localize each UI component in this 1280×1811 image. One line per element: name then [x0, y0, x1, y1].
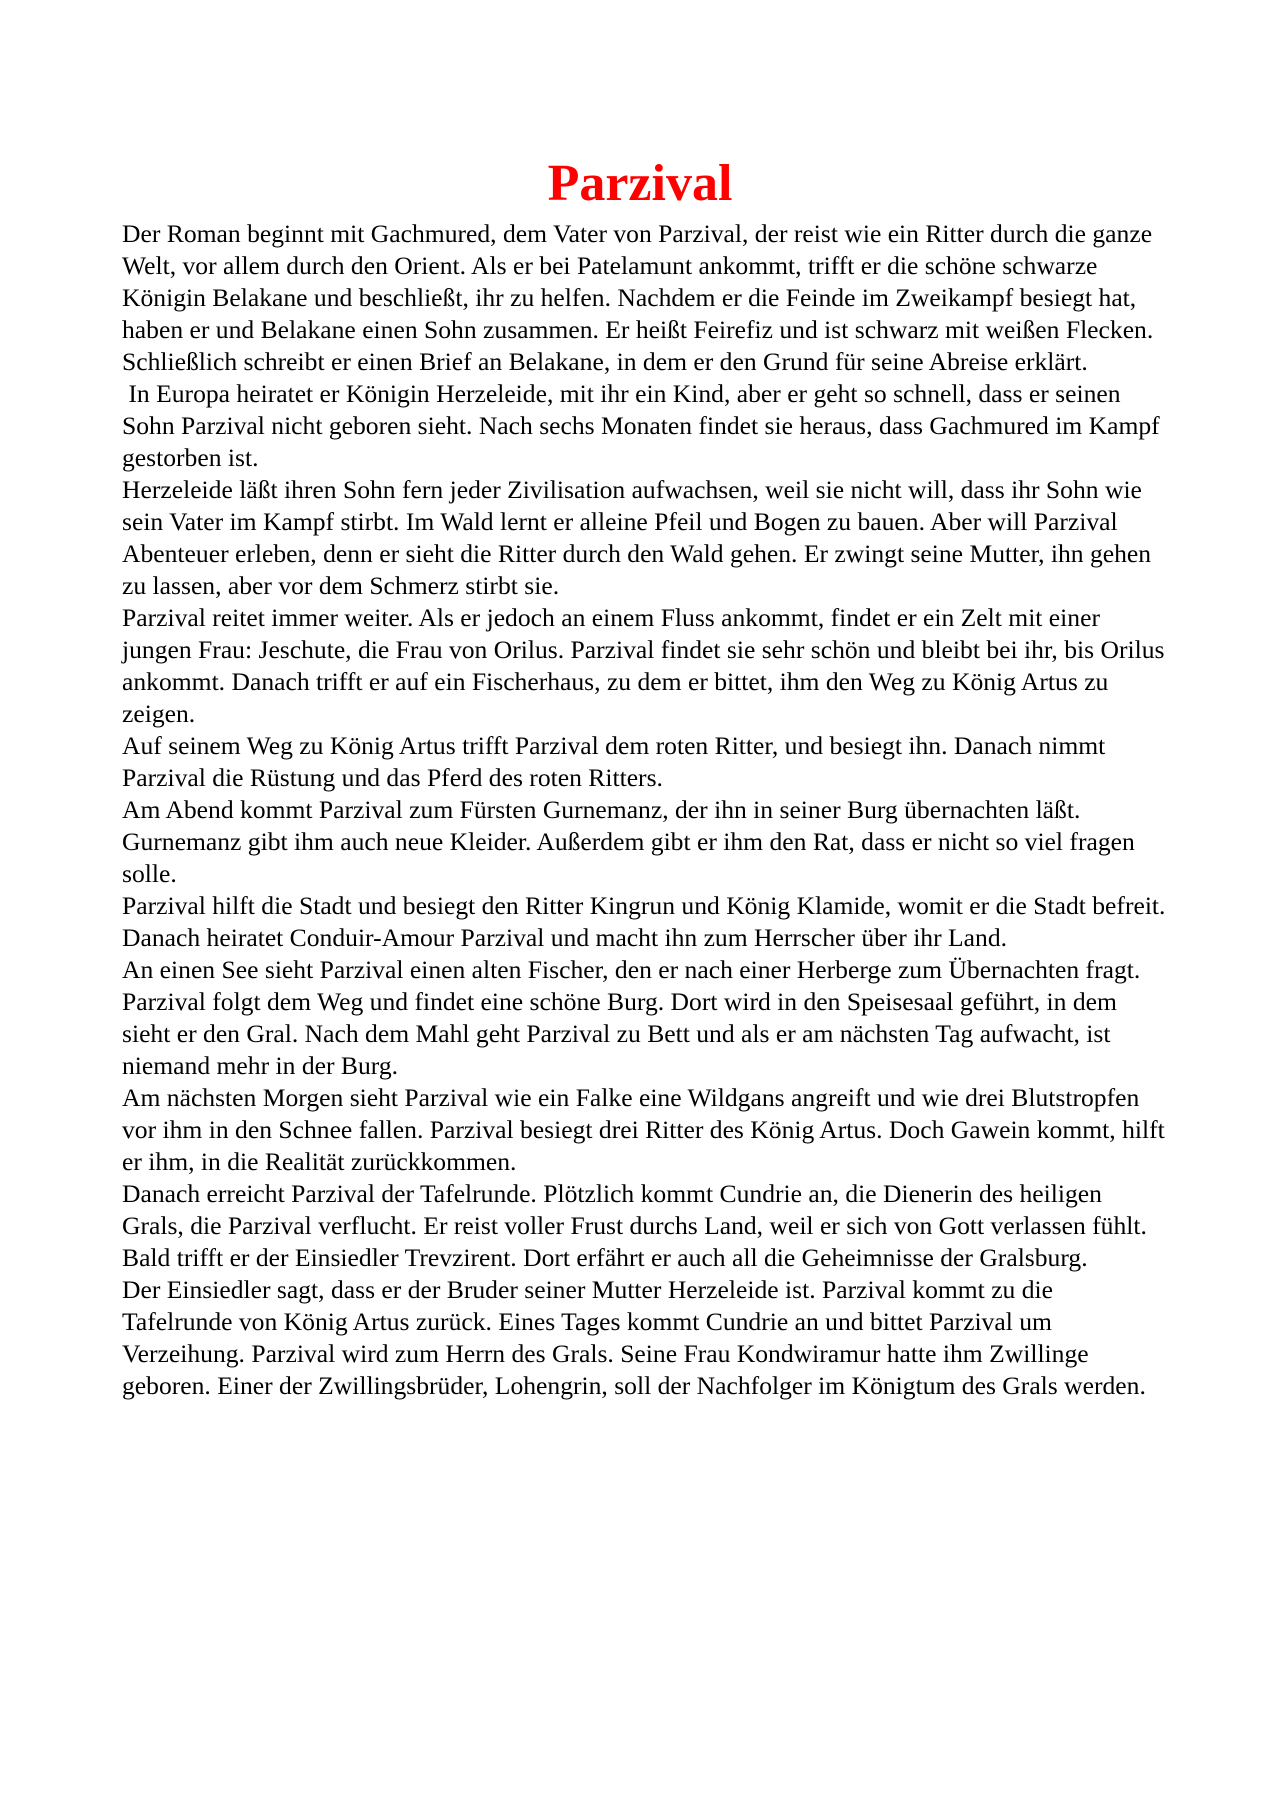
- paragraph-1: Der Roman beginnt mit Gachmured, dem Vater von Parzival, der reist wie ein Ritter durch die ganze Welt, vor allem durch den Orient. Als er bei Patelamunt ankommt, trifft er die schöne schwarze Königin Belakane und beschließt, ihr zu helfen. Nachdem er die Feinde im Zweikampf besiegt hat, haben er und Belakane einen Sohn zusammen. Er heißt Feirefiz und ist schwarz mit weißen Flecken. Schließlich schreibt er einen Brief an Belakane, in dem er den Grund für seine Abreise erklärt.: [122, 219, 1154, 376]
- page-title: Parzival: [547, 155, 733, 212]
- paragraph-7: Parzival hilft die Stadt und besiegt den Ritter Kingrun und König Klamide, womit er die Stadt befreit. Danach heiratet Conduir-Amour Parzival und macht ihn zum Herrscher über ihr Land.: [122, 891, 1166, 952]
- paragraph-5: Auf seinem Weg zu König Artus trifft Parzival dem roten Ritter, und besiegt ihn. Danach nimmt Parzival die Rüstung und das Pferd des roten Ritters.: [122, 731, 1106, 792]
- paragraph-11: Der Einsiedler sagt, dass er der Bruder seiner Mutter Herzeleide ist. Parzival kommt zu die Tafelrunde von König Artus zurück. Eines Tages kommt Cundrie an und bittet Parzival um Verzeihung. Parzival wird zum Herrn des Grals. Seine Frau Kondwiramur hatte ihm Zwillinge geboren. Einer der Zwillingsbrüder, Lohengrin, soll der Nachfolger im Königtum des Grals werden.: [122, 1275, 1146, 1400]
- paragraph-10: Danach erreicht Parzival der Tafelrunde. Plötzlich kommt Cundrie an, die Dienerin des heiligen Grals, die Parzival verflucht. Er reist voller Frust durchs Land, weil er sich von Gott verlassen fühlt. Bald trifft er der Einsiedler Trevzirent. Dort erfährt er auch all die Geheimnisse der Gralsburg.: [122, 1179, 1147, 1272]
- paragraph-8: An einen See sieht Parzival einen alten Fischer, den er nach einer Herberge zum Übernachten fragt. Parzival folgt dem Weg und findet eine schöne Burg. Dort wird in den Speisesaal geführt, in dem sieht er den Gral. Nach dem Mahl geht Parzival zu Bett und als er am nächsten Tag aufwacht, ist niemand mehr in der Burg.: [122, 955, 1141, 1080]
- paragraph-9: Am nächsten Morgen sieht Parzival wie ein Falke eine Wildgans angreift und wie drei Blutstropfen vor ihm in den Schnee fallen. Parzival besiegt drei Ritter des König Artus. Doch Gawein kommt, hilft er ihm, in die Realität zurückkommen.: [122, 1083, 1165, 1176]
- paragraph-3: Herzeleide läßt ihren Sohn fern jeder Zivilisation aufwachsen, weil sie nicht will, dass ihr Sohn wie sein Vater im Kampf stirbt. Im Wald lernt er alleine Pfeil und Bogen zu bauen. Aber will Parzival Abenteuer erleben, denn er sieht die Ritter durch den Wald gehen. Er zwingt seine Mutter, ihn gehen zu lassen, aber vor dem Schmerz stirbt sie.: [122, 475, 1152, 600]
- paragraph-2: In Europa heiratet er Königin Herzeleide, mit ihr ein Kind, aber er geht so schnell, dass er seinen Sohn Parzival nicht geboren sieht. Nach sechs Monaten findet sie heraus, dass Gachmured im Kampf gestorben ist.: [122, 379, 1167, 472]
- document-body: [122, 218, 1167, 1402]
- paragraph-4: Parzival reitet immer weiter. Als er jedoch an einem Fluss ankommt, findet er ein Zelt mit einer jungen Frau: Jeschute, die Frau von Orilus. Parzival findet sie sehr schön und bleibt bei ihr, bis Orilus ankommt. Danach trifft er auf ein Fischerhaus, zu dem er bittet, ihm den Weg zu König Artus zu zeigen.: [122, 603, 1165, 728]
- paragraph-6: Am Abend kommt Parzival zum Fürsten Gurnemanz, der ihn in seiner Burg übernachten läßt. Gurnemanz gibt ihm auch neue Kleider. Außerdem gibt er ihm den Rat, dass er nicht so viel fragen solle.: [122, 795, 1135, 888]
